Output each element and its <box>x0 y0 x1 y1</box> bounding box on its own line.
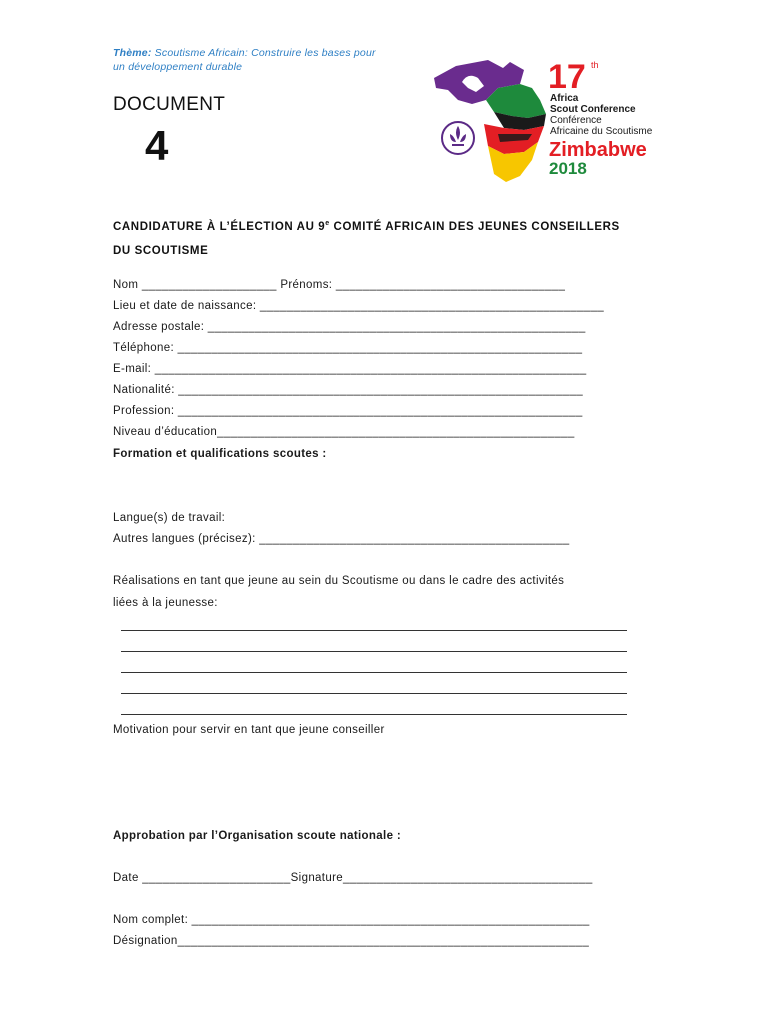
realisations-line-1[interactable] <box>121 630 627 631</box>
logo-line-4: Africaine du Scoutisme <box>550 126 653 137</box>
logo-line-1: Africa <box>550 93 579 104</box>
realisations-label-line-2: liées à la jeunesse: <box>113 597 218 609</box>
realisations-label-line-1: Réalisations en tant que jeune au sein du Scoutisme ou dans le cadre des activités <box>113 575 565 587</box>
realisations-line-4[interactable] <box>121 693 627 694</box>
field-autres-langues[interactable]: Autres langues (précisez): ______________________________________________ <box>113 533 570 545</box>
field-profession[interactable]: Profession: ____________________________________________________________ <box>113 405 583 417</box>
field-langues-travail[interactable]: Langue(s) de travail: <box>113 512 226 524</box>
theme-line-2: un développement durable <box>113 61 243 73</box>
logo-number-suffix: th <box>591 60 599 70</box>
title-part-3: DU SCOUTISME <box>113 244 209 257</box>
section-formation-heading: Formation et qualifications scoutes : <box>113 448 327 460</box>
field-telephone[interactable]: Téléphone: ____________________________________________________________ <box>113 342 583 354</box>
document-number: 4 <box>145 122 169 169</box>
realisations-line-3[interactable] <box>121 672 627 673</box>
motivation-label: Motivation pour servir en tant que jeune conseiller <box>113 724 385 736</box>
field-nom-prenoms[interactable]: Nom ____________________ Prénoms: __________________________________ <box>113 279 566 291</box>
field-designation[interactable]: Désignation_____________________________________________________________ <box>113 935 590 947</box>
conference-logo <box>428 54 668 189</box>
logo-line-2: Scout Conference <box>550 104 636 115</box>
theme-label: Thème: <box>113 47 152 59</box>
field-nationalite[interactable]: Nationalité: ____________________________________________________________ <box>113 384 584 396</box>
fleur-de-lis-icon <box>450 126 466 146</box>
field-date-signature[interactable]: Date ______________________Signature_____________________________________ <box>113 872 593 884</box>
title-part-1: CANDIDATURE À L’ÉLECTION AU 9 <box>113 220 326 233</box>
logo-country: Zimbabwe <box>549 139 647 161</box>
theme-text <box>113 46 413 74</box>
field-adresse-postale[interactable]: Adresse postale: ________________________________________________________ <box>113 321 586 333</box>
form-title <box>113 212 653 263</box>
title-superscript: e <box>325 220 330 227</box>
field-lieu-date-naissance[interactable]: Lieu et date de naissance: ___________________________________________________ <box>113 300 604 312</box>
logo-line-3: Conférence <box>550 115 602 126</box>
realisations-line-5[interactable] <box>121 714 627 715</box>
title-part-2: COMITÉ AFRICAIN DES JEUNES CONSEILLERS <box>329 220 620 233</box>
logo-number: 17 <box>548 58 586 96</box>
logo-year: 2018 <box>549 159 587 178</box>
document-label: DOCUMENT <box>113 94 226 115</box>
realisations-line-2[interactable] <box>121 651 627 652</box>
theme-line-1: Scoutisme Africain: Construire les bases pour <box>154 47 376 59</box>
field-email[interactable]: E-mail: ________________________________________________________________ <box>113 363 587 375</box>
approbation-heading: Approbation par l’Organisation scoute nationale : <box>113 830 402 842</box>
field-nom-complet[interactable]: Nom complet: ___________________________________________________________ <box>113 914 590 926</box>
field-niveau-education[interactable]: Niveau d’éducation_____________________________________________________ <box>113 426 575 438</box>
